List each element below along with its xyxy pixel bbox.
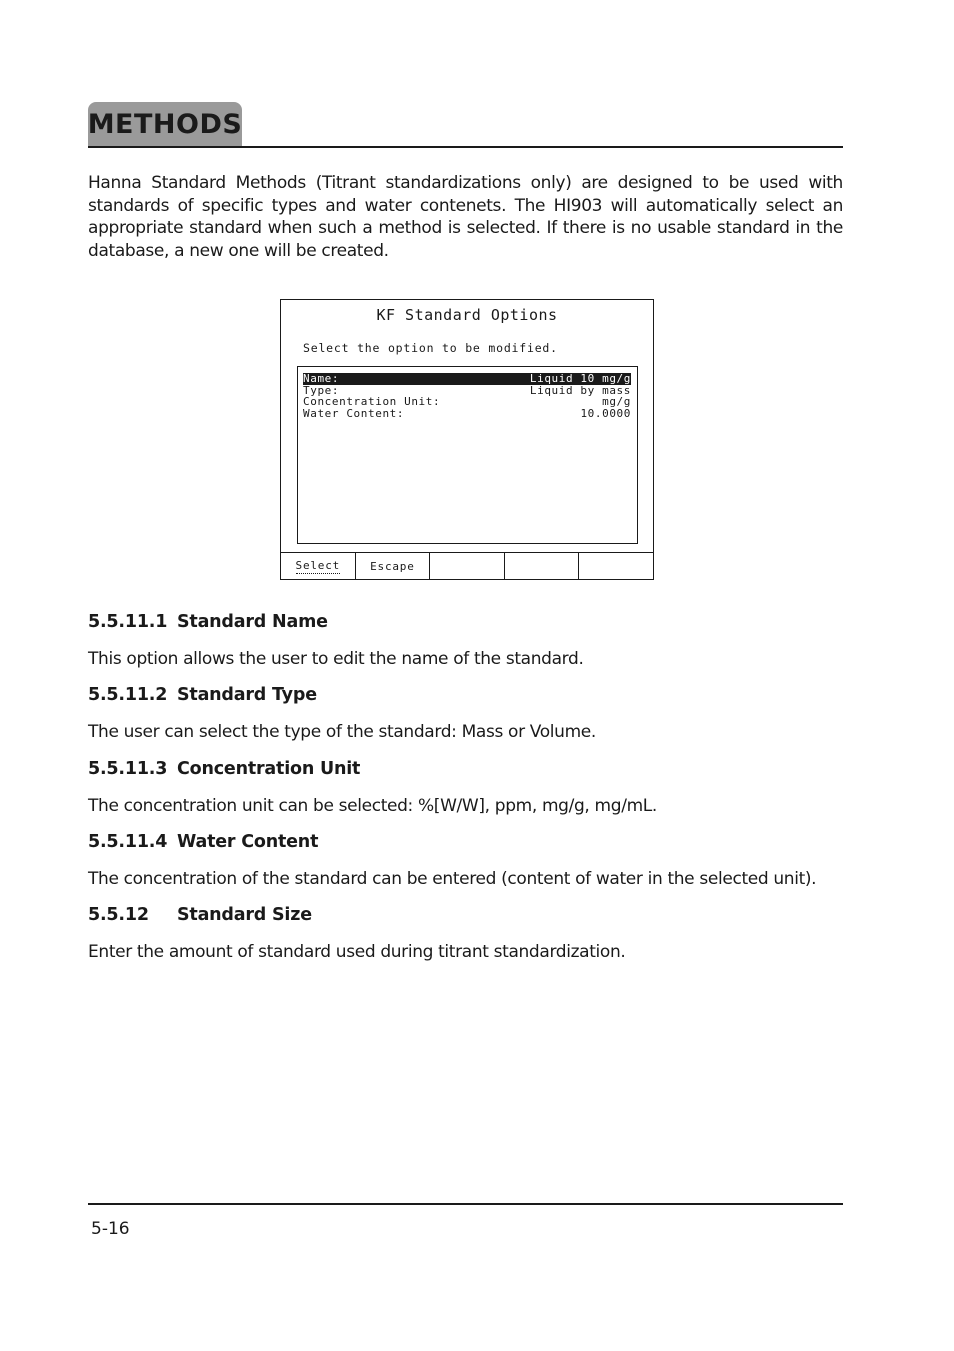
section-number: 5.5.11.2 bbox=[88, 685, 168, 705]
options-list bbox=[297, 366, 638, 544]
section-title: Standard Size bbox=[177, 905, 312, 925]
section-body-concentration-unit: The concentration unit can be selected: %[W/W], ppm, mg/g, mg/mL. bbox=[88, 796, 657, 816]
section-title: METHODS bbox=[87, 108, 243, 140]
option-value: mg/g bbox=[602, 395, 631, 408]
option-label: Concentration Unit: bbox=[303, 395, 441, 408]
softkey-label: Select bbox=[295, 559, 341, 572]
option-label: Name: bbox=[303, 372, 340, 385]
section-heading-standard-name bbox=[88, 612, 328, 632]
option-label: Type: bbox=[303, 383, 340, 397]
section-title: Concentration Unit bbox=[177, 759, 361, 779]
softkey-label: Escape bbox=[370, 560, 415, 573]
section-body-standard-size: Enter the amount of standard used during titrant standardization. bbox=[88, 942, 626, 962]
section-title: Standard Type bbox=[177, 685, 317, 705]
section-number: 5.5.11.3 bbox=[88, 759, 168, 779]
section-body-water-content: The concentration of the standard can be entered (content of water in the selected unit). bbox=[88, 869, 817, 889]
section-number: 5.5.11.1 bbox=[88, 612, 168, 632]
footer-rule bbox=[88, 1203, 843, 1205]
option-row-water-content[interactable] bbox=[303, 408, 631, 420]
section-number: 5.5.12 bbox=[88, 905, 149, 925]
kf-standard-options-screen bbox=[280, 299, 654, 580]
header-rule bbox=[88, 146, 843, 148]
option-value: 10.0000 bbox=[580, 406, 631, 420]
option-value: Liquid 10 mg/g bbox=[529, 372, 631, 385]
option-row-name[interactable] bbox=[303, 373, 631, 385]
section-body-standard-type: The user can select the type of the standard: Mass or Volume. bbox=[88, 722, 596, 742]
section-title: Standard Name bbox=[177, 612, 328, 632]
option-value: Liquid by mass bbox=[529, 383, 631, 397]
intro-paragraph: Hanna Standard Methods (Titrant standardizations only) are designed to be used with standards of specific types and water contenets. The HI903 will automatically select an appropriate standard when such a method is selected. If there is no usable standard in the database, a new one will be created. bbox=[88, 173, 843, 261]
softkey-escape[interactable] bbox=[356, 553, 431, 580]
screen-title: KF Standard Options bbox=[376, 306, 558, 324]
section-heading-water-content bbox=[88, 832, 318, 852]
screen-prompt: Select the option to be modified. bbox=[303, 341, 558, 355]
section-heading-standard-type bbox=[88, 685, 317, 705]
option-label: Water Content: bbox=[303, 406, 405, 420]
softkey-4[interactable] bbox=[505, 553, 580, 580]
section-heading-standard-size bbox=[88, 905, 312, 925]
section-heading-concentration-unit bbox=[88, 759, 360, 779]
page-number: 5-16 bbox=[91, 1219, 130, 1239]
softkey-3[interactable] bbox=[430, 553, 505, 580]
softkey-select[interactable] bbox=[281, 553, 356, 580]
softkey-bar bbox=[281, 552, 653, 580]
section-number: 5.5.11.4 bbox=[88, 832, 168, 852]
section-title: Water Content bbox=[177, 832, 319, 852]
section-body-standard-name: This option allows the user to edit the name of the standard. bbox=[88, 649, 584, 669]
softkey-5[interactable] bbox=[579, 553, 653, 580]
section-title-badge bbox=[88, 102, 242, 146]
option-row-concentration-unit[interactable] bbox=[303, 396, 631, 408]
